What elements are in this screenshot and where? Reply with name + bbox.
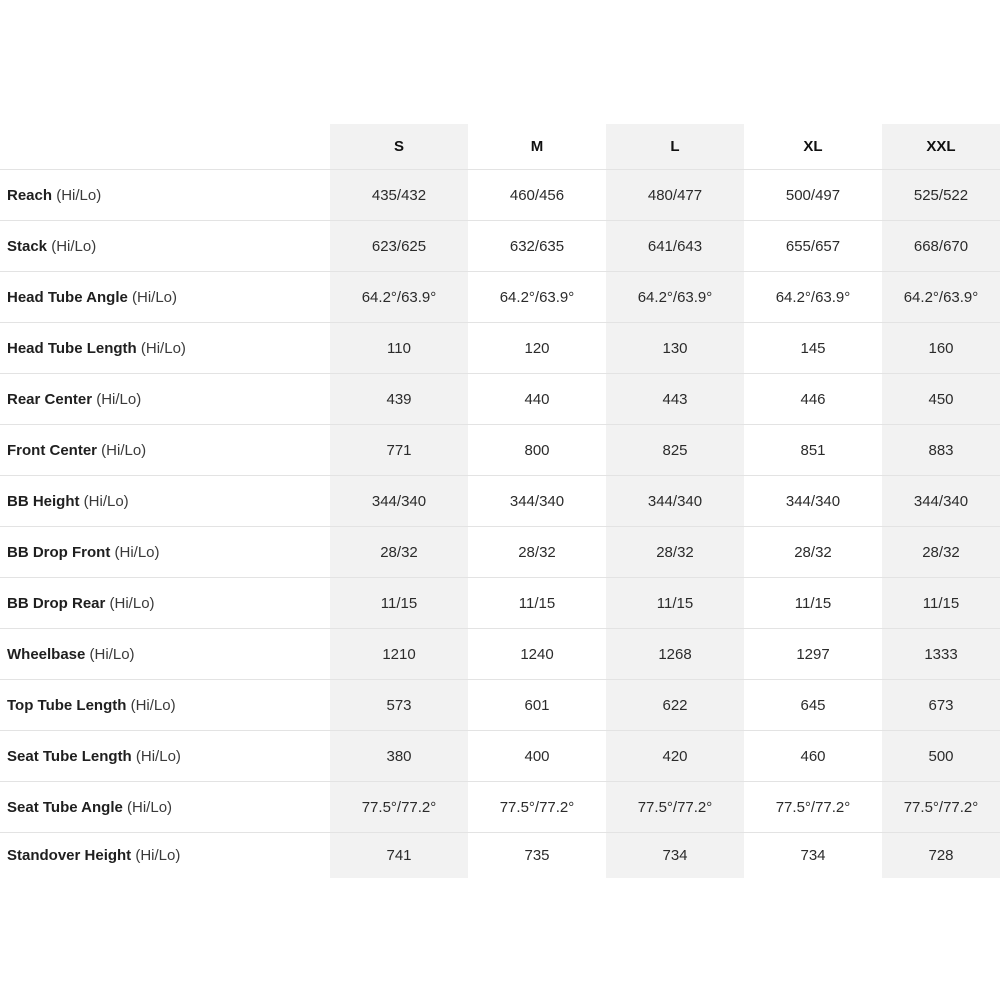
cell-l: 77.5°/77.2° (606, 782, 744, 833)
row-label (0, 527, 330, 578)
cell-xxl: 11/15 (882, 578, 1000, 629)
geometry-table-body (0, 170, 1000, 879)
table-row (0, 578, 1000, 629)
cell-l: 420 (606, 731, 744, 782)
row-label-suffix: (Hi/Lo) (110, 543, 160, 561)
table-row (0, 680, 1000, 731)
row-label (0, 374, 330, 425)
row-label (0, 578, 330, 629)
cell-s: 439 (330, 374, 468, 425)
cell-s: 1210 (330, 629, 468, 680)
row-label-suffix: (Hi/Lo) (79, 492, 129, 510)
row-label-suffix: (Hi/Lo) (52, 186, 102, 204)
cell-m: 460/456 (468, 170, 606, 221)
row-label-name: Head Tube Angle (7, 288, 128, 306)
cell-xxl: 160 (882, 323, 1000, 374)
table-row (0, 476, 1000, 527)
cell-xl: 655/657 (744, 221, 882, 272)
cell-m: 344/340 (468, 476, 606, 527)
cell-m: 77.5°/77.2° (468, 782, 606, 833)
row-label-name: Stack (7, 237, 48, 255)
cell-m: 1240 (468, 629, 606, 680)
row-label-suffix: (Hi/Lo) (47, 237, 97, 255)
row-label-suffix: (Hi/Lo) (127, 288, 178, 306)
cell-s: 28/32 (330, 527, 468, 578)
row-label-name: BB Height (7, 492, 80, 510)
table-row (0, 731, 1000, 782)
row-label-suffix: (Hi/Lo) (105, 594, 155, 612)
row-label-suffix: (Hi/Lo) (131, 847, 181, 864)
cell-l: 64.2°/63.9° (606, 272, 744, 323)
row-label-name: Seat Tube Length (7, 747, 132, 765)
row-label (0, 170, 330, 221)
cell-s: 77.5°/77.2° (330, 782, 468, 833)
cell-xl: 145 (744, 323, 882, 374)
cell-s: 771 (330, 425, 468, 476)
cell-xl: 460 (744, 731, 882, 782)
size-header-l: L (606, 124, 744, 170)
size-header-m: M (468, 124, 606, 170)
cell-xl: 64.2°/63.9° (744, 272, 882, 323)
row-label-suffix: (Hi/Lo) (97, 441, 147, 459)
cell-m: 735 (524, 847, 550, 864)
row-label-suffix: (Hi/Lo) (92, 390, 142, 408)
row-label-suffix: (Hi/Lo) (122, 798, 173, 816)
row-label-suffix: (Hi/Lo) (131, 747, 181, 765)
cell-xl: 77.5°/77.2° (744, 782, 882, 833)
row-label-name: Wheelbase (7, 645, 86, 663)
cell-l: 641/643 (606, 221, 744, 272)
cell-s: 741 (330, 833, 468, 879)
row-label-name: Rear Center (7, 390, 93, 408)
cell-m: 632/635 (468, 221, 606, 272)
cell-xxl: 344/340 (882, 476, 1000, 527)
cell-xxl: 1333 (882, 629, 1000, 680)
cell-s: 11/15 (330, 578, 468, 629)
cell-m: 601 (468, 680, 606, 731)
cell-l: 130 (606, 323, 744, 374)
row-label (0, 833, 330, 879)
cell-xxl: 64.2°/63.9° (882, 272, 1000, 323)
table-row (0, 425, 1000, 476)
cell-xl: 851 (744, 425, 882, 476)
row-label (0, 221, 330, 272)
table-row (0, 323, 1000, 374)
cell-s: 435/432 (330, 170, 468, 221)
row-label (0, 323, 330, 374)
cell-xl: 734 (800, 847, 826, 864)
row-label (0, 629, 330, 680)
cell-xxl: 450 (882, 374, 1000, 425)
cell-xxl: 673 (882, 680, 1000, 731)
cell-xl: 11/15 (744, 578, 882, 629)
row-label (0, 425, 330, 476)
cell-s: 64.2°/63.9° (330, 272, 468, 323)
cell-xxl: 668/670 (882, 221, 1000, 272)
cell-m: 28/32 (468, 527, 606, 578)
size-header-xl: XL (744, 124, 882, 170)
row-label (0, 272, 330, 323)
row-label-name: BB Drop Rear (7, 594, 106, 612)
row-label (0, 782, 330, 833)
cell-l: 622 (606, 680, 744, 731)
cell-xxl: 77.5°/77.2° (882, 782, 1000, 833)
row-label-name: Front Center (7, 441, 97, 459)
row-label-name: Top Tube Length (7, 696, 127, 714)
cell-l: 443 (606, 374, 744, 425)
cell-xl: 28/32 (744, 527, 882, 578)
size-header-xxl: XXL (882, 124, 1000, 170)
cell-s: 110 (330, 323, 468, 374)
row-label-name: Reach (7, 186, 53, 204)
cell-m: 800 (468, 425, 606, 476)
cell-l: 344/340 (606, 476, 744, 527)
cell-m: 120 (468, 323, 606, 374)
cell-xl: 344/340 (744, 476, 882, 527)
cell-xxl: 500 (882, 731, 1000, 782)
cell-m: 400 (468, 731, 606, 782)
table-row (0, 272, 1000, 323)
table-row (0, 221, 1000, 272)
cell-m: 11/15 (468, 578, 606, 629)
cell-l: 1268 (606, 629, 744, 680)
cell-l: 480/477 (606, 170, 744, 221)
row-label-suffix: (Hi/Lo) (85, 645, 135, 663)
cell-xl: 446 (744, 374, 882, 425)
table-row (0, 833, 1000, 879)
row-label (0, 476, 330, 527)
cell-l: 11/15 (606, 578, 744, 629)
row-label (0, 680, 330, 731)
table-row (0, 527, 1000, 578)
row-label-name: BB Drop Front (7, 543, 111, 561)
row-label-name: Head Tube Length (7, 339, 137, 357)
cell-xxl: 28/32 (882, 527, 1000, 578)
table-row (0, 170, 1000, 221)
cell-l: 734 (606, 833, 744, 879)
header-corner (0, 124, 330, 170)
cell-m: 64.2°/63.9° (468, 272, 606, 323)
cell-s: 623/625 (330, 221, 468, 272)
table-row (0, 629, 1000, 680)
table-row (0, 374, 1000, 425)
cell-xl: 645 (744, 680, 882, 731)
cell-xl: 500/497 (744, 170, 882, 221)
table-row (0, 782, 1000, 833)
cell-m: 440 (468, 374, 606, 425)
cell-l: 28/32 (606, 527, 744, 578)
geometry-table (0, 124, 1000, 878)
cell-s: 573 (330, 680, 468, 731)
cell-s: 380 (330, 731, 468, 782)
size-header-s: S (330, 124, 468, 170)
cell-l: 825 (606, 425, 744, 476)
cell-xxl: 525/522 (882, 170, 1000, 221)
row-label-name: Seat Tube Angle (7, 798, 123, 816)
cell-xxl: 728 (882, 833, 1000, 879)
cell-s: 344/340 (330, 476, 468, 527)
cell-xl: 1297 (744, 629, 882, 680)
row-label-suffix: (Hi/Lo) (126, 696, 176, 714)
row-label (0, 731, 330, 782)
row-label-suffix: (Hi/Lo) (136, 339, 186, 357)
row-label-name: Standover Height (7, 847, 132, 864)
cell-xxl: 883 (882, 425, 1000, 476)
size-header-row (0, 124, 1000, 170)
